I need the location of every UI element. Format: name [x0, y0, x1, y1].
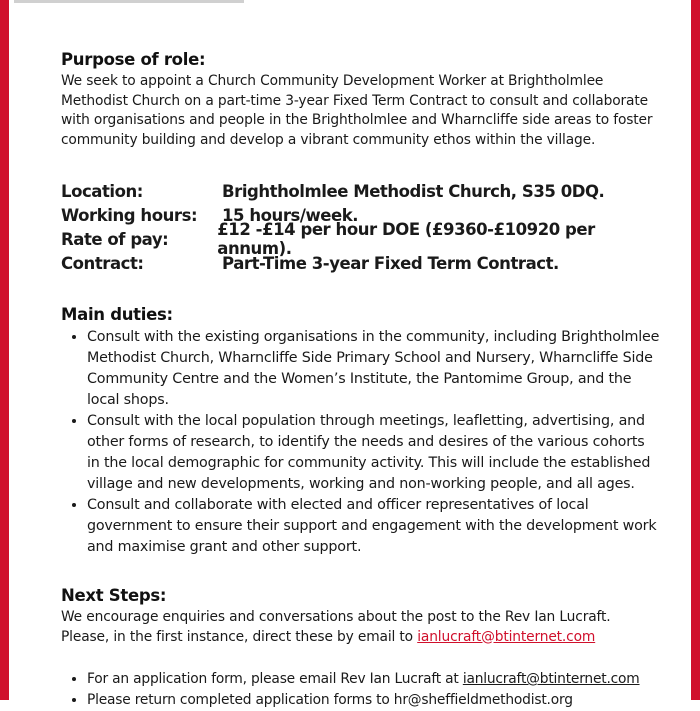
location-label: Location: [61, 181, 143, 201]
next-steps-heading: Next Steps: [61, 586, 167, 605]
contact-email-link[interactable]: ianlucraft@btinternet.com [417, 628, 596, 645]
next-steps-list [61, 669, 661, 711]
duty-item: • Consult with the existing organisations in the community, including Brightholmlee Methodist Church, Wharncliffe Side Primary School and Nursery, Wharncliffe Side Community Centre and the Women’s Institute, the Pantomime Group, and the local shops. [87, 327, 661, 411]
step-item [87, 669, 661, 690]
top-divider [14, 0, 244, 3]
duties-heading: Main duties: [61, 305, 173, 324]
document-body [61, 48, 661, 711]
duties-list [61, 327, 661, 558]
step-text: Please return completed application forms to hr@sheffieldmethodist.org [87, 692, 573, 708]
role-details [61, 179, 661, 275]
duty-item: • Consult with the local population through meetings, leafletting, advertising, and other forms of research, to identify the needs and desires of the various cohorts in the local demographic for community activity. This will include the established village and new developments, working and non-working people, and all ages. [87, 411, 661, 495]
contract-label: Contract: [61, 253, 144, 273]
application-email-link[interactable]: ianlucraft@btinternet.com [462, 671, 640, 687]
detail-row-location [61, 179, 661, 203]
next-steps-body: We encourage enquiries and conversations about the post to the Rev Ian Lucraft. Please, in the first instance, direct these by email to [61, 609, 611, 645]
purpose-section [61, 48, 661, 150]
purpose-heading: Purpose of role: [61, 50, 206, 69]
pay-label: Rate of pay: [61, 229, 169, 249]
detail-row-pay [61, 220, 661, 258]
purpose-text: We seek to appoint a Church Community Development Worker at Brightholmlee Methodist Church on a part-time 3-year Fixed Term Contract to consult and collaborate with organisations and people in the Brightholmlee and Wharncliffe side areas to foster community building and develop a vibrant community ethos within the village. [61, 73, 653, 148]
left-red-border [0, 0, 9, 700]
next-steps-text [61, 608, 661, 647]
hours-label: Working hours: [61, 205, 198, 225]
right-red-border [691, 0, 700, 700]
location-value: Brightholmlee Methodist Church, S35 0DQ. [222, 181, 605, 201]
duties-section [61, 303, 661, 558]
duty-item: • Consult and collaborate with elected and officer representatives of local government to ensure their support and engagement with the development work and maximise grant and other support. [87, 495, 661, 558]
step-text: For an application form, please email Rev Ian Lucraft at [87, 671, 463, 687]
hours-value: 15 hours/week. [222, 205, 359, 225]
pay-value: £12 -£14 per hour DOE (£9360-£10920 per annum). [217, 220, 595, 258]
next-steps-section [61, 584, 661, 711]
contract-value: Part-Time 3-year Fixed Term Contract. [222, 253, 559, 273]
step-item [87, 690, 661, 711]
